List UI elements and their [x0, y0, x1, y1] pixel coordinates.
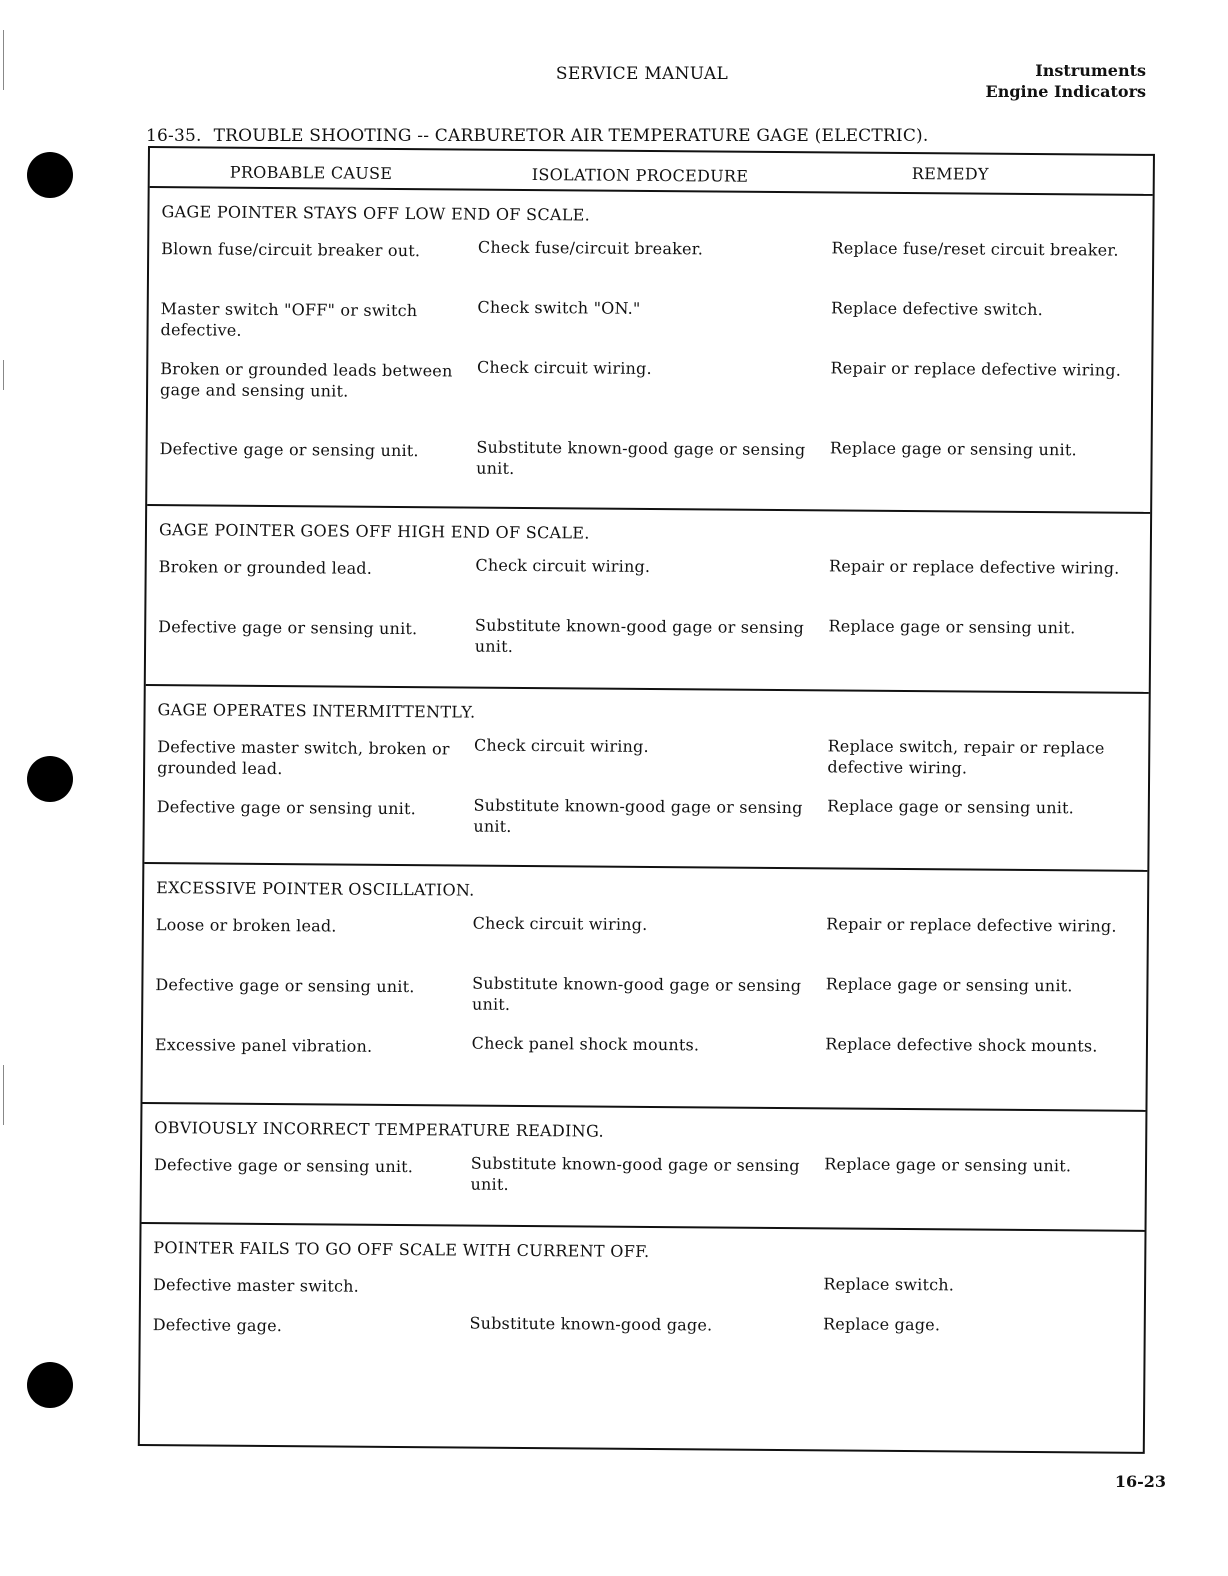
chapter-title: Instruments	[1035, 61, 1146, 80]
remedy-cell: Repair or replace defective wiring.	[830, 358, 1122, 380]
table-row	[147, 432, 1150, 500]
procedure-cell: Substitute known-good gage or sensing unit.	[470, 1153, 800, 1194]
symptom-group	[142, 864, 1147, 1112]
table-row	[149, 232, 1152, 300]
symptom-group	[147, 188, 1152, 514]
remedy-cell: Replace gage or sensing unit.	[825, 974, 1073, 996]
procedure-cell: Check panel shock mounts.	[471, 1033, 700, 1055]
section-number: 16-35.	[146, 126, 202, 146]
cause-cell: Defective master switch, broken or grounded lead.	[157, 737, 450, 779]
binder-hole-bottom	[27, 1362, 73, 1408]
remedy-cell: Replace fuse/reset circuit breaker.	[831, 238, 1119, 260]
troubleshooting-table	[138, 146, 1155, 1454]
procedure-cell: Check circuit wiring.	[476, 357, 652, 378]
symptom-group	[140, 1224, 1145, 1452]
section-heading: TROUBLE SHOOTING -- CARBURETOR AIR TEMPERATURE GAGE (ELECTRIC).	[213, 126, 929, 146]
cause-cell: Defective gage or sensing unit.	[155, 975, 415, 997]
remedy-cell: Replace defective switch.	[830, 298, 1044, 320]
cause-cell: Defective gage.	[152, 1315, 283, 1336]
remedy-cell: Replace defective shock mounts.	[825, 1034, 1098, 1056]
page-number: 16-23	[1114, 1472, 1166, 1491]
remedy-cell: Repair or replace defective wiring.	[826, 914, 1117, 936]
cause-cell: Blown fuse/circuit breaker out.	[161, 239, 421, 261]
table-row	[145, 730, 1148, 798]
procedure-cell: Check circuit wiring.	[472, 913, 648, 934]
scan-edge-mark	[3, 1065, 4, 1125]
procedure-cell: Substitute known-good gage or sensing unit.	[471, 973, 802, 1014]
table-row	[144, 908, 1147, 976]
table-row	[148, 292, 1151, 360]
symptom-title: GAGE POINTER GOES OFF HIGH END OF SCALE.	[158, 520, 590, 543]
procedure-cell	[470, 1271, 824, 1314]
table-row	[142, 1148, 1145, 1216]
manual-header: SERVICE MANUAL	[555, 64, 729, 84]
table-row	[141, 1308, 1144, 1356]
symptom-title: POINTER FAILS TO GO OFF SCALE WITH CURRENT OFF.	[153, 1238, 650, 1261]
column-header-cause: PROBABLE CAUSE	[229, 162, 393, 183]
remedy-cell: Replace switch.	[823, 1274, 955, 1295]
cause-cell: Defective gage or sensing unit.	[153, 1155, 414, 1177]
cause-cell: Loose or broken lead.	[155, 915, 337, 936]
table-row	[143, 968, 1146, 1036]
symptom-title: EXCESSIVE POINTER OSCILLATION.	[156, 878, 475, 900]
chapter-subtitle: Engine Indicators	[985, 82, 1146, 101]
scan-edge-mark	[3, 360, 4, 390]
remedy-cell: Replace switch, repair or replace defective wiring.	[827, 736, 1105, 778]
table-row	[148, 352, 1152, 440]
cause-cell: Master switch "OFF" or switch defective.	[160, 299, 418, 340]
cause-cell: Broken or grounded lead.	[158, 557, 373, 578]
binder-hole-middle	[27, 756, 73, 802]
table-row	[146, 610, 1149, 678]
symptom-group	[144, 686, 1148, 872]
chapter-header	[986, 60, 1146, 102]
symptom-group	[142, 1104, 1146, 1232]
procedure-cell: Substitute known-good gage.	[469, 1313, 713, 1335]
symptom-group	[146, 506, 1150, 694]
remedy-cell: Replace gage or sensing unit.	[828, 616, 1076, 638]
remedy-cell: Replace gage or sensing unit.	[824, 1154, 1072, 1176]
section-title	[146, 126, 929, 146]
symptom-title: OBVIOUSLY INCORRECT TEMPERATURE READING.	[154, 1118, 604, 1141]
cause-cell: Defective gage or sensing unit.	[156, 797, 417, 819]
table-row	[146, 550, 1149, 618]
cause-cell: Broken or grounded leads between gage and sensing unit.	[160, 359, 453, 401]
column-header-procedure: ISOLATION PROCEDURE	[531, 165, 749, 186]
cause-cell: Defective gage or sensing unit.	[159, 439, 419, 461]
procedure-cell: Check circuit wiring.	[475, 555, 651, 576]
cause-cell: Defective master switch.	[152, 1275, 360, 1296]
remedy-cell: Replace gage.	[822, 1314, 941, 1335]
binder-hole-top	[27, 152, 73, 198]
procedure-cell: Check fuse/circuit breaker.	[477, 237, 704, 259]
procedure-cell: Substitute known-good gage or sensing unit.	[476, 437, 806, 478]
cause-cell: Defective gage or sensing unit.	[158, 617, 418, 639]
symptom-title: GAGE POINTER STAYS OFF LOW END OF SCALE.	[161, 202, 591, 225]
remedy-cell: Repair or replace defective wiring.	[828, 556, 1120, 578]
column-header-remedy: REMEDY	[911, 164, 989, 184]
table-row	[143, 1028, 1146, 1096]
cause-cell: Excessive panel vibration.	[154, 1035, 373, 1056]
procedure-cell: Substitute known-good gage or sensing unit.	[473, 795, 803, 836]
procedure-cell: Check circuit wiring.	[473, 735, 649, 756]
symptom-title: GAGE OPERATES INTERMITTENTLY.	[157, 700, 476, 722]
remedy-cell: Replace gage or sensing unit.	[829, 438, 1077, 460]
procedure-cell: Check switch "ON."	[477, 297, 641, 318]
procedure-cell: Substitute known-good gage or sensing unit.	[474, 615, 805, 656]
table-row	[144, 790, 1147, 858]
remedy-cell: Replace gage or sensing unit.	[827, 796, 1075, 818]
